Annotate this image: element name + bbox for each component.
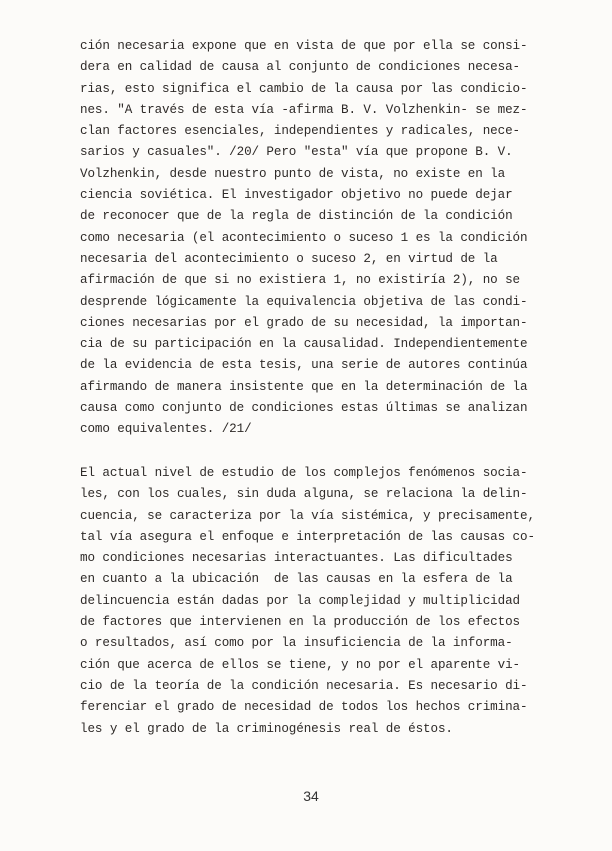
paragraph-1 bbox=[80, 36, 590, 441]
text-line: de la evidencia de esta tesis, una serie de autores continúa bbox=[80, 358, 528, 373]
text-line: ción necesaria expone que en vista de que por ella se consi- bbox=[80, 39, 528, 53]
text-line: Volzhenkin, desde nuestro punto de vista, no existe en la bbox=[80, 166, 506, 181]
text-line: ción que acerca de ellos se tiene, y no por el aparente vi- bbox=[80, 657, 520, 672]
text-line: dera en calidad de causa al conjunto de condiciones necesa- bbox=[80, 60, 520, 75]
text-line: desprende lógicamente la equivalencia objetiva de las condi- bbox=[80, 294, 528, 309]
text-line: cio de la teoría de la condición necesaria. Es necesario di- bbox=[80, 678, 528, 693]
text-line: de reconocer que de la regla de distinción de la condición bbox=[80, 209, 513, 224]
text-line: sarios y casuales". /20/ Pero "esta" vía que propone B. V. bbox=[80, 145, 513, 160]
paragraph-2 bbox=[80, 463, 590, 740]
text-line: ciones necesarias por el grado de su necesidad, la importan- bbox=[80, 315, 528, 330]
text-line: delincuencia están dadas por la complejidad y multiplicidad bbox=[80, 593, 520, 608]
text-line: causa como conjunto de condiciones estas últimas se analizan bbox=[80, 401, 528, 416]
text-line: les y el grado de la criminogénesis real de éstos. bbox=[80, 721, 453, 736]
page-number: 34 bbox=[303, 788, 319, 804]
text-line: cia de su participación en la causalidad. Independientemente bbox=[80, 337, 528, 352]
text-line: necesaria del acontecimiento o suceso 2, en virtud de la bbox=[80, 251, 498, 266]
text-line: tal vía asegura el enfoque e interpretación de las causas co- bbox=[80, 529, 535, 544]
text-line: en cuanto a la ubicación de las causas en la esfera de la bbox=[80, 572, 513, 587]
text-line: afirmando de manera insistente que en la determinación de la bbox=[80, 379, 528, 394]
text-line: de factores que intervienen en la producción de los efectos bbox=[80, 615, 520, 630]
text-line: ferenciar el grado de necesidad de todos los hechos crimina- bbox=[80, 700, 528, 715]
text-line: El actual nivel de estudio de los complejos fenómenos socia- bbox=[80, 466, 528, 480]
text-line: les, con los cuales, sin duda alguna, se relaciona la delin- bbox=[80, 487, 528, 502]
text-line: o resultados, así como por la insuficiencia de la informa- bbox=[80, 636, 513, 651]
text-line: nes. "A través de esta vía -afirma B. V. Volzhenkin- se mez- bbox=[80, 102, 528, 117]
text-line: ciencia soviética. El investigador objetivo no puede dejar bbox=[80, 188, 513, 203]
text-line: mo condiciones necesarias interactuantes. Las dificultades bbox=[80, 551, 513, 566]
text-line: cuencia, se caracteriza por la vía sistémica, y precisamente, bbox=[80, 508, 535, 523]
text-line: rias, esto significa el cambio de la causa por las condicio- bbox=[80, 81, 528, 96]
text-line: afirmación de que si no existiera 1, no existiría 2), no se bbox=[80, 273, 520, 288]
text-line: como equivalentes. /21/ bbox=[80, 422, 252, 437]
text-line: como necesaria (el acontecimiento o suceso 1 es la condición bbox=[80, 230, 528, 245]
text-line: clan factores esenciales, independientes y radicales, nece- bbox=[80, 124, 520, 139]
